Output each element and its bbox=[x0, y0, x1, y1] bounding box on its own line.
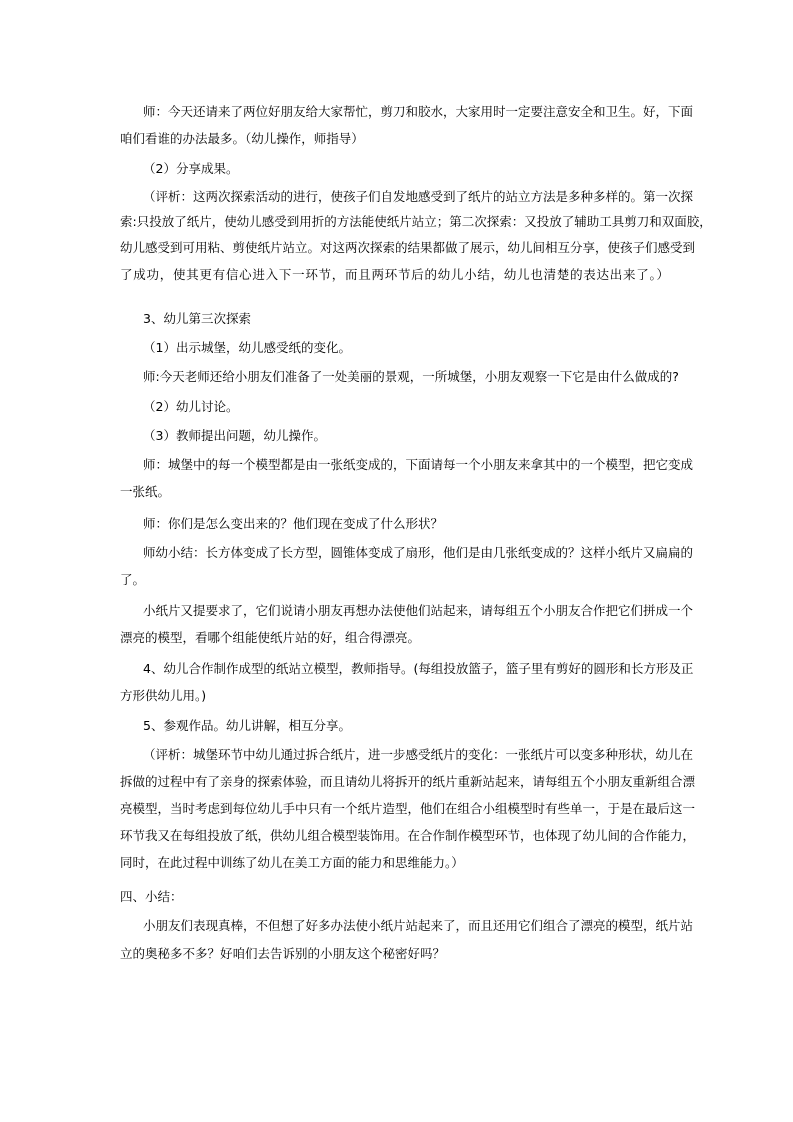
text-line: 4、幼儿合作制作成型的纸站立模型，教师指导。(每组投放篮子，篮子里有剪好的圆形和长方形及正 bbox=[143, 661, 694, 676]
text-line: （3）教师提出问题，幼儿操作。 bbox=[143, 428, 326, 443]
text-line: 师：城堡中的每一个模型都是由一张纸变成的，下面请每一个小朋友来拿其中的一个模型，把它变成 bbox=[143, 457, 694, 472]
text-line: 师幼小结：长方体变成了长方型，圆锥体变成了扇形，他们是由几张纸变成的？这样小纸片又扁扁的 bbox=[143, 545, 694, 560]
text-line: （评析：这两次探索活动的进行，使孩子们自发地感受到了纸片的站立方法是多种多样的。第一次探 bbox=[143, 189, 694, 204]
text-line: 方形供幼儿用。) bbox=[120, 688, 207, 703]
text-line: 亮模型，当时考虑到每位幼儿手中只有一个纸片造型，他们在组合小组模型时有些单一，于是在最后这一 bbox=[120, 801, 696, 816]
text-line: 咱们看谁的办法最多。（幼儿操作，师指导） bbox=[120, 131, 364, 146]
text-line: 拆做的过程中有了亲身的探索体验，而且请幼儿将拆开的纸片重新站起来，请每组五个小朋友重新组合漂 bbox=[120, 774, 696, 789]
text-line: 环节我又在每组投放了纸，供幼儿组合模型装饰用。在合作制作模型环节，也体现了幼儿间的合作能力， bbox=[120, 828, 696, 843]
text-line: 5、参观作品。幼儿讲解，相互分享。 bbox=[143, 718, 351, 733]
text-line: 师：你们是怎么变出来的？他们现在变成了什么形状？ bbox=[143, 516, 444, 531]
text-line: 了成功，使其更有信心进入下一环节，而且两环节后的幼儿小结，幼儿也清楚的表达出来了。） bbox=[120, 267, 669, 282]
text-line: 了。 bbox=[120, 572, 146, 587]
text-line: 小朋友们表现真棒，不但想了好多办法使小纸片站起来了，而且还用它们组合了漂亮的模型，纸片站 bbox=[143, 918, 694, 933]
text-line: 小纸片又提要求了，它们说请小朋友再想办法使他们站起来，请每组五个小朋友合作把它们拼成一个 bbox=[143, 603, 694, 618]
text-line: 四、小结： bbox=[120, 889, 183, 904]
text-line: 漂亮的模型，看哪个组能使纸片站的好，组合得漂亮。 bbox=[120, 630, 421, 645]
text-line: 幼儿感受到可用粘、剪使纸片站立。对这两次探索的结果都做了展示，幼儿间相互分享，使孩子们感受到 bbox=[120, 240, 696, 255]
text-line: 师:今天老师还给小朋友们准备了一处美丽的景观，一所城堡，小朋友观察一下它是由什么做成的? bbox=[143, 369, 679, 384]
text-line: 一张纸。 bbox=[120, 484, 171, 499]
text-line: （2）分享成果。 bbox=[143, 161, 239, 176]
text-line: 3、幼儿第三次探索 bbox=[143, 311, 251, 326]
text-line: （2）幼儿讨论。 bbox=[143, 399, 239, 414]
text-line: 师：今天还请来了两位好朋友给大家帮忙，剪刀和胶水，大家用时一定要注意安全和卫生。好，下面 bbox=[143, 104, 694, 119]
text-line: 同时，在此过程中训练了幼儿在美工方面的能力和思维能力。） bbox=[120, 855, 464, 870]
text-line: （评析：城堡环节中幼儿通过拆合纸片，进一步感受纸片的变化：一张纸片可以变多种形状，幼儿在 bbox=[143, 747, 694, 762]
text-line: （1）出示城堡，幼儿感受纸的变化。 bbox=[143, 340, 351, 355]
text-line: 立的奥秘多不多？好咱们去告诉别的小朋友这个秘密好吗？ bbox=[120, 946, 446, 961]
text-line: 索:只投放了纸片，使幼儿感受到用折的方法能使纸片站立；第二次探索：又投放了辅助工具剪刀和双面胶， bbox=[120, 214, 712, 229]
